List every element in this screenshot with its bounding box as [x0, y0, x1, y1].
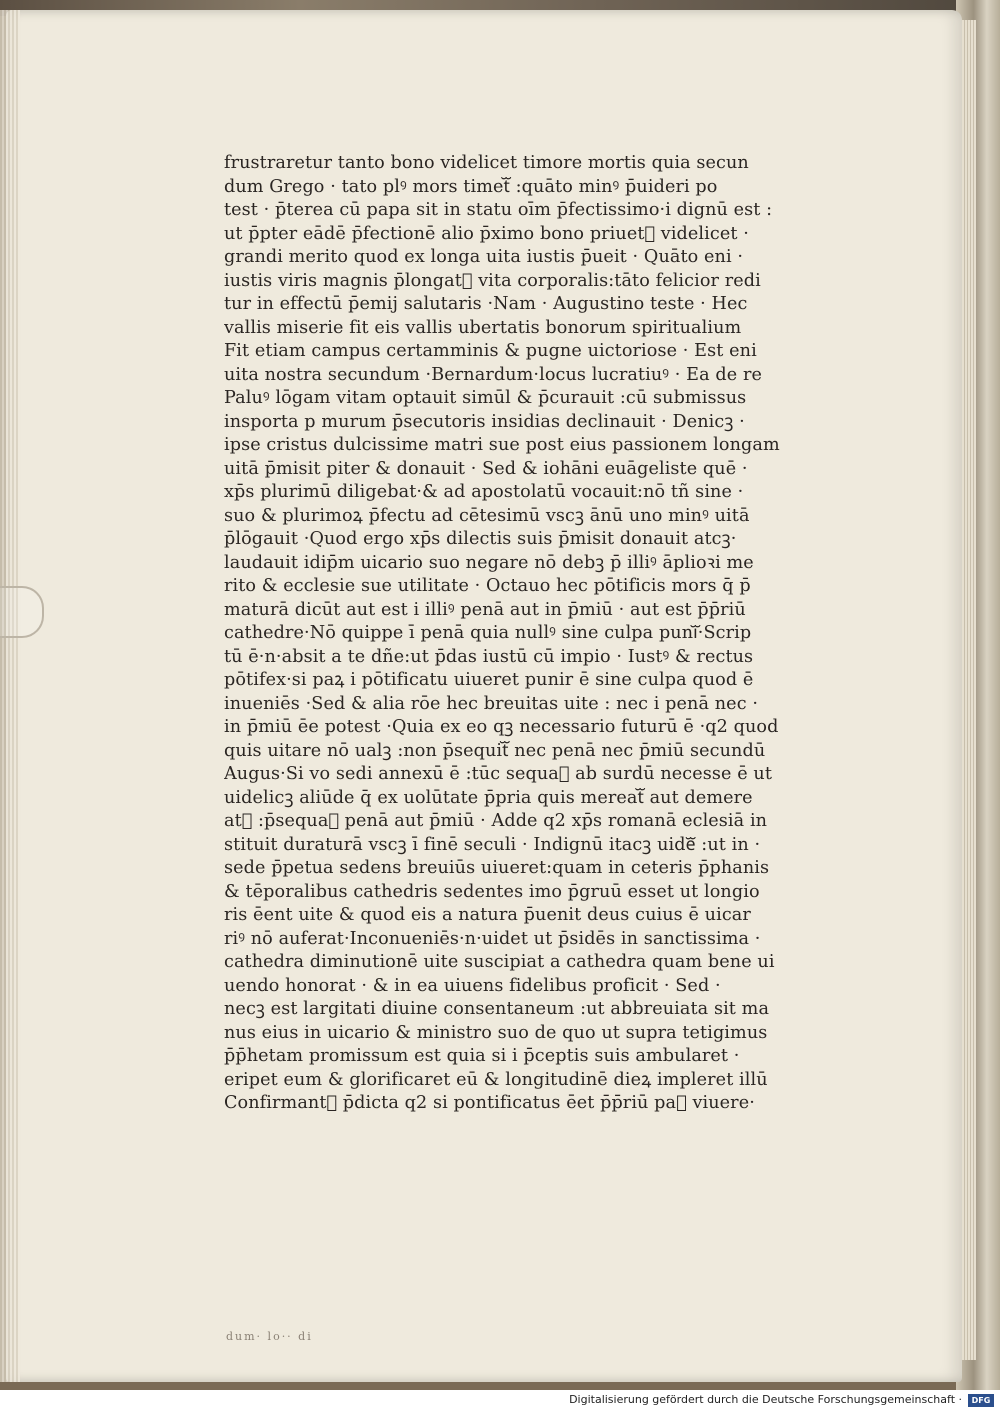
- dfg-credit-text: Digitalisierung gefördert durch die Deutsche Forschungsgemeinschaft ·: [569, 1393, 962, 1406]
- text-line: ipse cristus dulcissime matri sue post eius passionem longam: [224, 435, 780, 455]
- text-line: riꝰ nō auferat·Inconueniēs·n·uidet ut p̄sidēs in sanctissima ·: [224, 928, 761, 949]
- text-line: grandi merito quod ex longa uita iustis p̄ueit · Quāto eni ·: [224, 247, 744, 267]
- incunable-text-block: [224, 152, 816, 1132]
- text-line: pōtifex·si paꝝ i pōtificatu uiueret punir ē sine culpa quod ē: [224, 670, 754, 690]
- text-line: laudauit idip̄m uicario suo negare nō debꝫ p̄ illiꝰ āplioꝛi me: [224, 552, 754, 573]
- text-line: dum Grego · tato plꝰ mors timetᷓ :quāto minꝰ p̄uideri po: [224, 176, 718, 197]
- text-line: Paluꝰ lōgam vitam optauit simūl & p̄curauit :cū submissus: [224, 388, 747, 408]
- text-line: Fit etiam campus certamminis & pugne uictoriose · Est eni: [224, 341, 757, 361]
- text-line: xp̄s plurimū diligebat·& ad apostolatū vocauit:nō tñ sine ·: [224, 482, 744, 502]
- text-line: tur in effectū p̄emij salutaris ·Nam · Augustino teste · Hec: [224, 294, 748, 314]
- page-clip: [0, 586, 44, 638]
- text-line: iustis viris magnis p̄longatᷓ vita corporalis:tāto felicior redi: [224, 270, 761, 291]
- text-line: ris ēent uite & quod eis a natura p̄uenit deus cuius ē uicar: [224, 905, 751, 925]
- text-line: rito & ecclesie sue utilitate · Octauo hec pōtificis mors q̄ p̄: [224, 576, 751, 596]
- page-fore-edge: [962, 20, 976, 1360]
- text-line: quis uitare nō ualꝫ :non p̄sequitᷓ nec penā nec p̄miū secundū: [224, 740, 766, 761]
- text-line: insporta p murum p̄secutoris insidias declinauit · Denicꝫ ·: [224, 411, 745, 432]
- text-line: suo & plurimoꝝ p̄fectu ad cētesimū vscꝫ ānū uno minꝰ uitā: [224, 505, 750, 526]
- text-line: p̄lōgauit ·Quod ergo xp̄s dilectis suis p̄misit donauit atcꝫ·: [224, 529, 737, 549]
- text-line: p̄p̄hetam promissum est quia si i p̄ceptis suis ambularet ·: [224, 1046, 740, 1066]
- text-line: test · p̄terea cū papa sit in statu oīm p̄fectissimo·i dignū est :: [224, 200, 773, 220]
- text-line: & tēporalibus cathedris sedentes imo p̄gruū esset ut longio: [224, 881, 760, 902]
- text-line: nus eius in uicario & ministro suo de quo ut supra tetigimus: [224, 1022, 768, 1043]
- text-line: uitā p̄misit piter & donauit · Sed & iohāni euāgeliste quē ·: [224, 458, 748, 479]
- text-line: uita nostra secundum ·Bernardum·locus lucratiuꝰ · Ea de re: [224, 364, 762, 385]
- text-line: maturā dicūt aut est i illiꝰ penā aut in p̄miū · aut est p̄p̄riū: [224, 599, 746, 620]
- text-line: stituit duraturā vscꝫ ī finē seculi · Indignū itacꝫ uideᷓ :ut in ·: [224, 834, 761, 855]
- text-line: inueniēs ·Sed & alia rōe hec breuitas uite : nec i penā nec ·: [224, 693, 759, 714]
- text-line: Confirmantᷓ p̄dicta q2 si pontificatus ēet p̄p̄riū paꝝ viuere·: [224, 1093, 755, 1113]
- text-line: frustraretur tanto bono videlicet timore mortis quia secun: [224, 153, 749, 173]
- dfg-logo-icon: DFG: [968, 1394, 994, 1407]
- bottom-marginal-marks: dum· lo·· di: [226, 1330, 313, 1343]
- digitization-footer: [0, 1390, 1000, 1411]
- text-line: uidelicꝫ aliūde q̄ ex uolūtate p̄pria quis mereatᷓ aut demere: [224, 787, 753, 808]
- text-line: necꝫ est largitati diuine consentaneum :ut abbreuiata sit ma: [224, 999, 770, 1019]
- text-line: sede p̄petua sedens breuiūs uiueret:quam in ceteris p̄phanis: [224, 858, 770, 878]
- text-line: Augus·Si vo sedi annexū ē :tūc sequaᷓ ab surdū necesse ē ut: [224, 764, 773, 784]
- text-line: cathedra diminutionē uite suscipiat a cathedra quam bene ui: [224, 952, 775, 972]
- text-line: uendo honorat · & in ea uiuens fidelibus proficit · Sed ·: [224, 975, 721, 996]
- text-line: ut p̄pter eādē p̄fectionē alio p̄ximo bono priuetᷓ videlicet ·: [224, 223, 749, 244]
- page-stack-left: [0, 10, 20, 1382]
- text-line: tū ē·n·absit a te dñe:ut p̄das iustū cū impio · Iustꝰ & rectus: [224, 646, 754, 667]
- text-line: eripet eum & glorificaret eū & longitudinē dieꝝ impleret illū: [224, 1069, 768, 1090]
- text-line: vallis miserie fit eis vallis ubertatis bonorum spiritualium: [224, 317, 742, 338]
- text-line: cathedre·Nō quippe ī penā quia nullꝰ sine culpa puniᷓ·Scrip: [224, 623, 752, 643]
- text-line: atᷓ :p̄sequaᷓ penā aut p̄miū · Adde q2 xp̄s romanā eclesiā in: [224, 811, 768, 831]
- text-line: in p̄miū ēe potest ·Quia ex eo qꝫ necessario futurū ē ·q2 quod: [224, 717, 779, 737]
